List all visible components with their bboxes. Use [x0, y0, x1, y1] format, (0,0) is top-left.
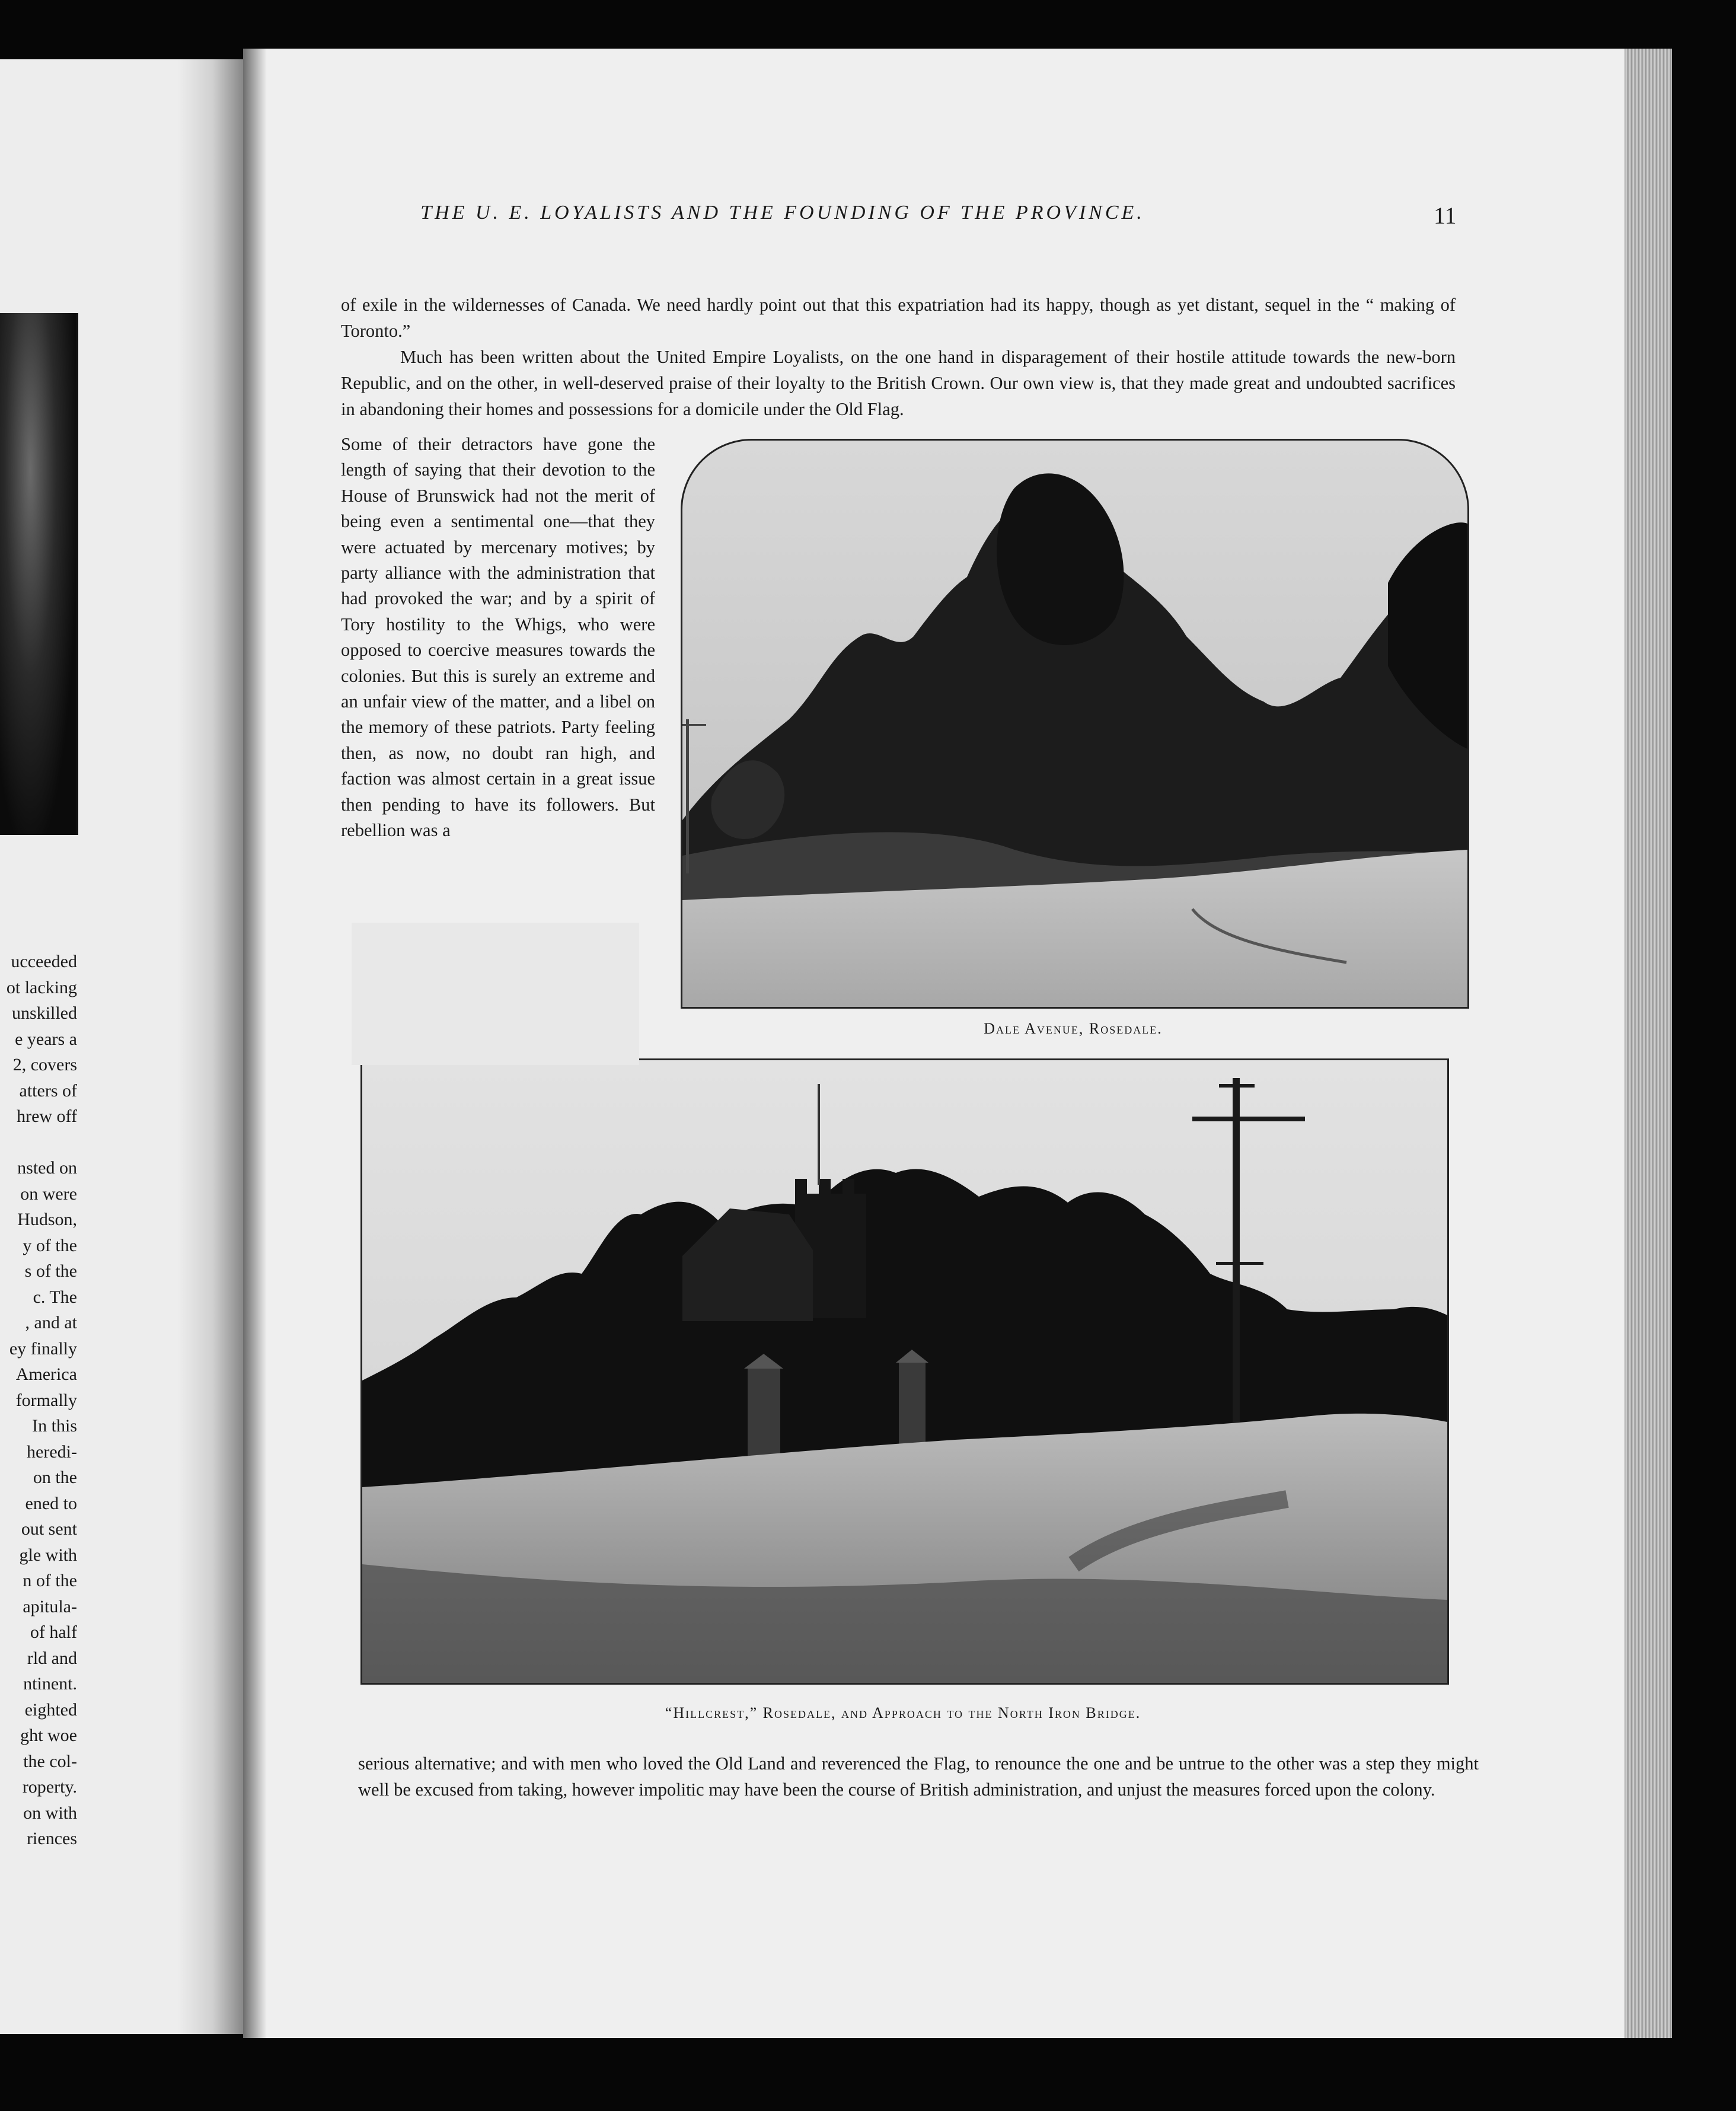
book-gutter-shadow [178, 59, 243, 2034]
photo-dale-avenue-image [682, 441, 1467, 1007]
page-fore-edge [1625, 49, 1672, 2038]
left-page-text-line: eighted [24, 1699, 77, 1720]
left-page-text-line: apitula- [23, 1596, 77, 1616]
left-page-text-line: ntinent. [23, 1674, 77, 1694]
left-page-text-line: n of the [23, 1571, 77, 1590]
left-page-text-line: c. The [33, 1287, 77, 1307]
left-page-text-line: hrew off [17, 1106, 77, 1126]
left-page-text-line: on the [33, 1468, 77, 1487]
left-page-text-line: America [15, 1364, 77, 1384]
left-page-text-line: ot lacking [6, 977, 77, 997]
left-page-text-line: atters of [19, 1080, 77, 1101]
caption-hillcrest: “Hillcrest,” Rosedale, and Approach to the North Iron Bridge. [665, 1704, 1141, 1721]
left-page-text-line: out sent [21, 1519, 77, 1539]
left-page-text-line: s of the [24, 1261, 77, 1281]
paragraph-3-column: Some of their detractors have gone the length of saying that their devotion to the House of Brunswick had not the merit of being even a sentimental one—that they were actuated by mercenary motives; by party alliance with the administration that had provoked the war; and by a spirit of Tory hostility to the Whigs, who were opposed to coercive measures towards the colonies. But this is surely an extreme and an unfair view of the matter, and a libel on the memory of these patriots. Party feeling then, as now, no doubt ran high, and faction was almost certain in a great issue then pending to have its followers. But rebellion was a [341, 434, 655, 841]
left-facing-page [0, 59, 243, 2034]
left-page-text-line: unskilled [12, 1003, 77, 1023]
left-page-text-line: ey finally [9, 1338, 77, 1359]
left-page-text-line: riences [27, 1829, 77, 1848]
paragraph-1: of exile in the wildernesses of Canada. We need hardly point out that this expatriation had its happy, though as yet distant, sequel in the “ making of Toronto.” [341, 295, 1456, 341]
left-page-photograph [0, 313, 78, 835]
page-number: 11 [1434, 202, 1457, 229]
left-page-text-line: ght woe [20, 1726, 77, 1745]
left-page-text-line: gle with [19, 1545, 77, 1565]
photo-dale-avenue [681, 439, 1469, 1009]
photo-hillcrest [360, 1058, 1449, 1685]
running-head: THE U. E. LOYALISTS AND THE FOUNDING OF THE PROVINCE. [420, 202, 1145, 224]
left-page-text-line: ened to [25, 1493, 77, 1513]
left-page-text-line: ucceeded [11, 952, 77, 971]
left-page-text-fragments [0, 949, 77, 1852]
left-page-text-line: of half [30, 1622, 77, 1642]
paragraph-2: Much has been written about the United Empire Loyalists, on the one hand in disparagement of their hostile attitude towards the new-born Republic, and on the other, in well-deserved praise of their loyalty to the British Crown. Our own view is, that they made great and undoubted sacrifices in abandoning their homes and possessions for a domicile under the Old Flag. [341, 347, 1456, 419]
left-page-text-line: nsted on [17, 1158, 77, 1178]
left-page-text-line: on were [20, 1184, 77, 1204]
photo-hillcrest-image [362, 1060, 1447, 1683]
left-page-text-line: formally [15, 1390, 77, 1410]
left-page-text-line: roperty. [22, 1777, 77, 1797]
page-gutter-shadow [243, 49, 267, 2038]
left-page-text-line: rld and [27, 1648, 77, 1668]
left-page-text-line: , and at [25, 1313, 77, 1332]
caption-dale-avenue: Dale Avenue, Rosedale. [984, 1020, 1163, 1037]
left-page-text-line: e years a [15, 1029, 77, 1049]
left-page-text-line: In this [32, 1416, 77, 1436]
paragraph-4: serious alternative; and with men who loved the Old Land and reverenced the Flag, to renounce the one and be untrue to the other was a step they might well be excused from taking, however impolitic may have been the course of British administration, and unjust the measures forced upon the colony. [358, 1753, 1479, 1800]
photo-hillcrest-sky-extension [352, 923, 639, 1065]
left-page-text-line: 2, covers [12, 1055, 77, 1074]
left-page-text-line: the col- [23, 1751, 77, 1771]
left-page-text-line: Hudson, [17, 1210, 77, 1229]
left-page-text-line: y of the [23, 1235, 77, 1255]
left-page-text-line: on with [23, 1803, 77, 1823]
left-page-text-line [0, 1130, 77, 1156]
left-page-text-line: heredi- [27, 1442, 77, 1462]
